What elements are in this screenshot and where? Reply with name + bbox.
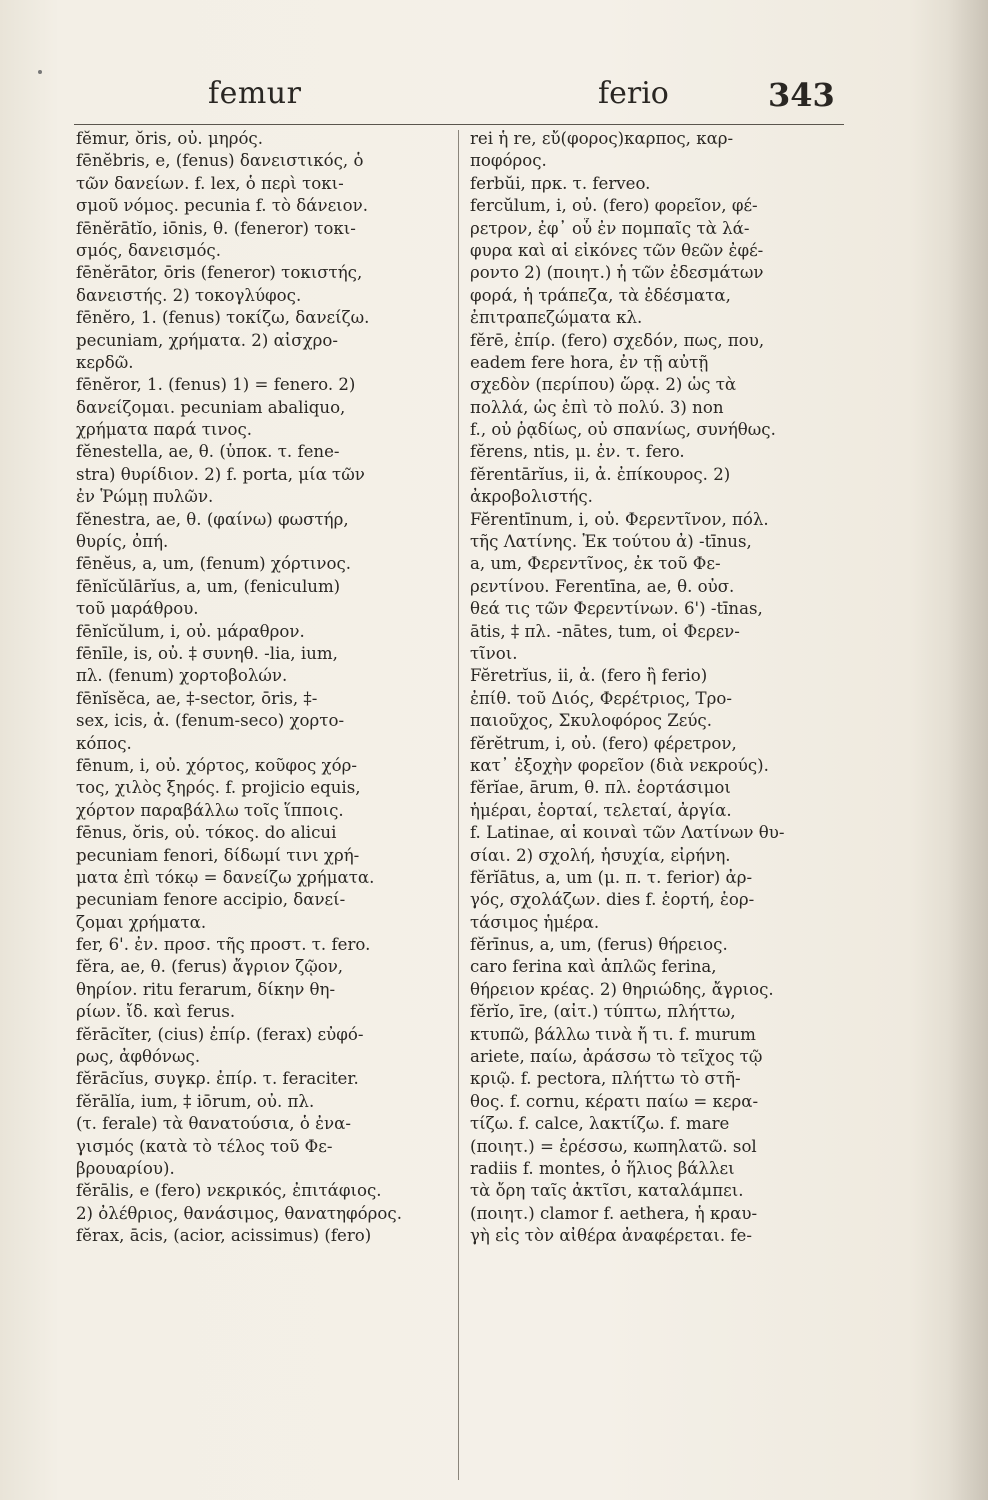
entry-line: χόρτον παραβάλλω τοῖς ἵπποις. bbox=[76, 800, 344, 820]
entry-line: pecuniam fenore accipio, δανεί- bbox=[76, 890, 346, 910]
entry-line: χρήματα παρά τινος. bbox=[76, 420, 253, 440]
entry-line: fēnus, ŏris, οὐ. τόκος. do alicui bbox=[76, 823, 337, 843]
entry-line: fĕrens, ntis, μ. ἐν. τ. fero. bbox=[470, 442, 685, 462]
entry-line: γός, σχολάζων. dies f. ἑορτή, ἑορ- bbox=[470, 890, 755, 910]
entry-line: fĕnestra, ae, θ. (φαίνω) φωστήρ, bbox=[76, 509, 349, 529]
entry-line: fĕrīnus, a, um, (ferus) θήρειος. bbox=[470, 935, 728, 955]
page-edge-shadow bbox=[948, 0, 988, 1500]
entry-line: πλ. (fenum) χορτοβολών. bbox=[76, 666, 288, 686]
entry-line: θυρίς, ὀπή. bbox=[76, 532, 169, 552]
entry-line: fĕrācĭus, συγκρ. ἐπίρ. τ. feraciter. bbox=[76, 1069, 359, 1089]
entry-line: pecuniam fenori, δίδωμί τινι χρή- bbox=[76, 845, 360, 865]
entry-line: γὴ εἰς τὸν αἰθέρα ἀναφέρεται. fe- bbox=[470, 1226, 752, 1246]
entry-line: σίαι. 2) σχολή, ἡσυχία, εἰρήνη. bbox=[470, 845, 731, 865]
entry-line: fĕrālis, e (fero) νεκρικός, ἐπιτάφιος. bbox=[76, 1181, 382, 1201]
header-last-word: ferio bbox=[598, 76, 669, 111]
entry-line: τάσιμος ἡμέρα. bbox=[470, 912, 600, 932]
entry-line: a, um, Φερεντῖνος, ἐκ τοῦ Φε- bbox=[470, 554, 721, 574]
entry-line: ρίων. ἴδ. καὶ ferus. bbox=[76, 1002, 236, 1022]
entry-line: σχεδὸν (περίπου) ὥρᾳ. 2) ὡς τὰ bbox=[470, 375, 737, 395]
entry-line: πολλά, ὡς ἐπὶ τὸ πολύ. 3) non bbox=[470, 397, 724, 417]
entry-line: (ποιητ.) clamor f. aethera, ἡ κραυ- bbox=[470, 1203, 758, 1223]
entry-line: fĕnestella, ae, θ. (ὑποκ. τ. fene- bbox=[76, 442, 340, 462]
entry-line: θήρειον κρέας. 2) θηριώδης, ἄγριος. bbox=[470, 979, 774, 999]
entry-line: (τ. ferale) τὰ θανατούσια, ὁ ἐνα- bbox=[76, 1114, 351, 1134]
entry-line: ἐν Ῥώμῃ πυλῶν. bbox=[76, 487, 214, 507]
entry-line: fēnum, i, οὐ. χόρτος, κοῦφος χόρ- bbox=[76, 755, 357, 775]
entry-line: radiis f. montes, ὁ ἥλιος βάλλει bbox=[470, 1158, 735, 1178]
entry-line: φορά, ἡ τράπεζα, τὰ ἐδέσματα, bbox=[470, 285, 731, 305]
entry-line: κριῷ. f. pectora, πλήττω τὸ στῆ- bbox=[470, 1069, 741, 1089]
entry-line: rei ἡ re, εὔ(φορος)καρπος, καρ- bbox=[470, 129, 734, 148]
header-first-word: femur bbox=[208, 76, 302, 111]
entry-line: sex, icis, ἀ. (fenum-seco) χορτο- bbox=[76, 711, 345, 731]
entry-line: stra) θυρίδιον. 2) f. porta, μία τῶν bbox=[76, 464, 365, 484]
running-header bbox=[0, 76, 988, 120]
entry-line: σμοῦ νόμος. pecunia f. τὸ δάνειον. bbox=[76, 196, 369, 216]
entry-line: fercŭlum, i, οὐ. (fero) φορεῖον, φέ- bbox=[470, 196, 758, 216]
entry-line: fĕrĭo, īre, (αἰτ.) τύπτω, πλήττω, bbox=[470, 1002, 736, 1022]
entry-line: f., οὐ ῥᾳδίως, οὐ σπανίως, συνήθως. bbox=[470, 420, 776, 440]
right-column bbox=[470, 128, 842, 1248]
entry-line: Fĕretrĭus, ii, ἀ. (fero ἢ ferio) bbox=[470, 666, 708, 686]
entry-line: fēnĕrātor, ōris (feneror) τοκιστής, bbox=[76, 263, 363, 283]
page-number: 343 bbox=[768, 76, 835, 114]
entry-line: τίζω. f. calce, λακτίζω. f. mare bbox=[470, 1114, 730, 1134]
entry-line: fĕrentārĭus, ii, ἀ. ἐπίκουρος. 2) bbox=[470, 464, 731, 484]
entry-line: φυρα καὶ αἱ εἰκόνες τῶν θεῶν ἐφέ- bbox=[470, 240, 764, 260]
entry-line: ρεντίνου. Ferentīna, ae, θ. οὐσ. bbox=[470, 576, 735, 596]
entry-line: caro ferina καὶ ἁπλῶς ferina, bbox=[470, 957, 717, 977]
entry-line: σμός, δανεισμός. bbox=[76, 240, 222, 260]
entry-line: fĕrē, ἐπίρ. (fero) σχεδόν, πως, που, bbox=[470, 330, 765, 350]
entry-line: παιοῦχος, Σκυλοφόρος Ζεύς. bbox=[470, 711, 712, 731]
entry-line: fĕrĭātus, a, um (μ. π. τ. ferior) ἀρ- bbox=[470, 867, 753, 887]
entry-line: ferbŭi, πρκ. τ. ferveo. bbox=[470, 173, 651, 193]
entry-line: ἀκροβολιστής. bbox=[470, 487, 593, 507]
entry-line: δανειστής. 2) τοκογλύφος. bbox=[76, 285, 302, 305]
entry-line: f. Latinae, αἱ κοιναὶ τῶν Λατίνων θυ- bbox=[470, 823, 785, 843]
entry-line: fĕrācĭter, (cius) ἐπίρ. (ferax) εὐφό- bbox=[76, 1024, 364, 1044]
entry-line: fēnĕus, a, um, (fenum) χόρτινος. bbox=[76, 554, 352, 574]
entry-line: ζομαι χρήματα. bbox=[76, 912, 207, 932]
entry-line: ροντο 2) (ποιητ.) ἡ τῶν ἐδεσμάτων bbox=[470, 263, 764, 283]
entry-line: γισμός (κατὰ τὸ τέλος τοῦ Φε- bbox=[76, 1136, 333, 1156]
entry-line: fēnĭsĕca, ae, ‡-sector, ōris, ‡- bbox=[76, 688, 318, 708]
entry-line: ρετρον, ἐφ᾽ οὗ ἐν πομπαῖς τὰ λά- bbox=[470, 218, 750, 238]
entry-line: κτυπῶ, βάλλω τινὰ ἤ τι. f. murum bbox=[470, 1024, 756, 1044]
entry-line: pecuniam, χρήματα. 2) αἰσχρο- bbox=[76, 330, 339, 350]
entry-line: ρως, ἀφθόνως. bbox=[76, 1047, 201, 1067]
entry-line: fēnĭcŭlum, i, οὐ. μάραθρον. bbox=[76, 621, 305, 641]
entry-line: ἐπιτραπεζώματα κλ. bbox=[470, 308, 643, 328]
paper-speck bbox=[38, 70, 42, 74]
entry-line: βρουαρίου). bbox=[76, 1158, 175, 1178]
left-column bbox=[76, 128, 448, 1248]
entry-line: fĕmur, ŏris, οὐ. μηρός. bbox=[76, 129, 264, 148]
entry-line: τῶν δανείων. f. lex, ὁ περὶ τοκι- bbox=[76, 173, 344, 193]
entry-line: κόπος. bbox=[76, 733, 132, 753]
entry-line: κατ᾽ ἐξοχὴν φορεῖον (διὰ νεκρούς). bbox=[470, 755, 769, 775]
entry-line: θος. f. cornu, κέρατι παίω = κερα- bbox=[470, 1091, 759, 1111]
entry-line: ποφόρος. bbox=[470, 151, 547, 171]
entry-line: fĕrĭae, ārum, θ. πλ. ἑορτάσιμοι bbox=[470, 778, 731, 798]
entry-line: ματα ἐπὶ τόκῳ = δανείζω χρήματα. bbox=[76, 867, 375, 887]
entry-line: fēnīle, is, οὐ. ‡ συνηθ. -lia, ium, bbox=[76, 643, 338, 663]
entry-line: fĕrālĭa, ium, ‡ iōrum, οὐ. πλ. bbox=[76, 1091, 315, 1111]
entry-line: θεά τις τῶν Φερεντίνων. 6') -tīnas, bbox=[470, 599, 763, 619]
entry-line: fer, 6'. ἐν. προσ. τῆς προστ. τ. fero. bbox=[76, 935, 371, 955]
entry-line: ἡμέραι, ἑορταί, τελεταί, ἀργία. bbox=[470, 800, 732, 820]
entry-line: eadem fere hora, ἐν τῇ αὐτῇ bbox=[470, 352, 709, 372]
entry-line: ἐπίθ. τοῦ Διός, Φερέτριος, Τρο- bbox=[470, 688, 732, 708]
entry-line: fēnĕbris, e, (fenus) δανειστικός, ὁ bbox=[76, 151, 364, 171]
entry-line: θηρίον. ritu ferarum, δίκην θη- bbox=[76, 979, 336, 999]
entry-line: fĕrĕtrum, i, οὐ. (fero) φέρετρον, bbox=[470, 733, 737, 753]
entry-line: Fĕrentīnum, i, οὐ. Φερεντῖνον, πόλ. bbox=[470, 509, 769, 529]
entry-line: τῖνοι. bbox=[470, 643, 518, 663]
entry-line: fĕra, ae, θ. (ferus) ἄγριον ζῷον, bbox=[76, 957, 344, 977]
header-rule bbox=[74, 124, 844, 125]
entry-line: ariete, παίω, ἀράσσω τὸ τεῖχος τῷ bbox=[470, 1047, 763, 1067]
entry-line: (ποιητ.) = ἐρέσσω, κωπηλατῶ. sol bbox=[470, 1136, 757, 1156]
entry-line: κερδῶ. bbox=[76, 352, 134, 372]
entry-line: fēnĕro, 1. (fenus) τοκίζω, δανείζω. bbox=[76, 308, 370, 328]
entry-line: ātis, ‡ πλ. -nātes, tum, οἱ Φερεν- bbox=[470, 621, 740, 641]
entry-line: fĕrax, ācis, (acior, acissimus) (fero) bbox=[76, 1226, 372, 1246]
entry-line: 2) ὀλέθριος, θανάσιμος, θανατηφόρος. bbox=[76, 1203, 402, 1223]
entry-line: τῆς Λατίνης. Ἐκ τούτου ἀ) -tīnus, bbox=[470, 532, 752, 552]
entry-line: fēnĭcŭlārĭus, a, um, (feniculum) bbox=[76, 576, 341, 596]
entry-line: τοῦ μαράθρου. bbox=[76, 599, 199, 619]
entry-line: fēnĕror, 1. (fenus) 1) = fenero. 2) bbox=[76, 375, 356, 395]
entry-line: τὰ ὄρη ταῖς ἀκτῖσι, καταλάμπει. bbox=[470, 1181, 744, 1201]
column-divider bbox=[458, 130, 459, 1480]
entry-line: fēnĕrātĭo, iōnis, θ. (feneror) τοκι- bbox=[76, 218, 356, 238]
entry-line: τος, χιλὸς ξηρός. f. projicio equis, bbox=[76, 778, 361, 798]
entry-line: δανείζομαι. pecuniam abaliquo, bbox=[76, 397, 346, 417]
